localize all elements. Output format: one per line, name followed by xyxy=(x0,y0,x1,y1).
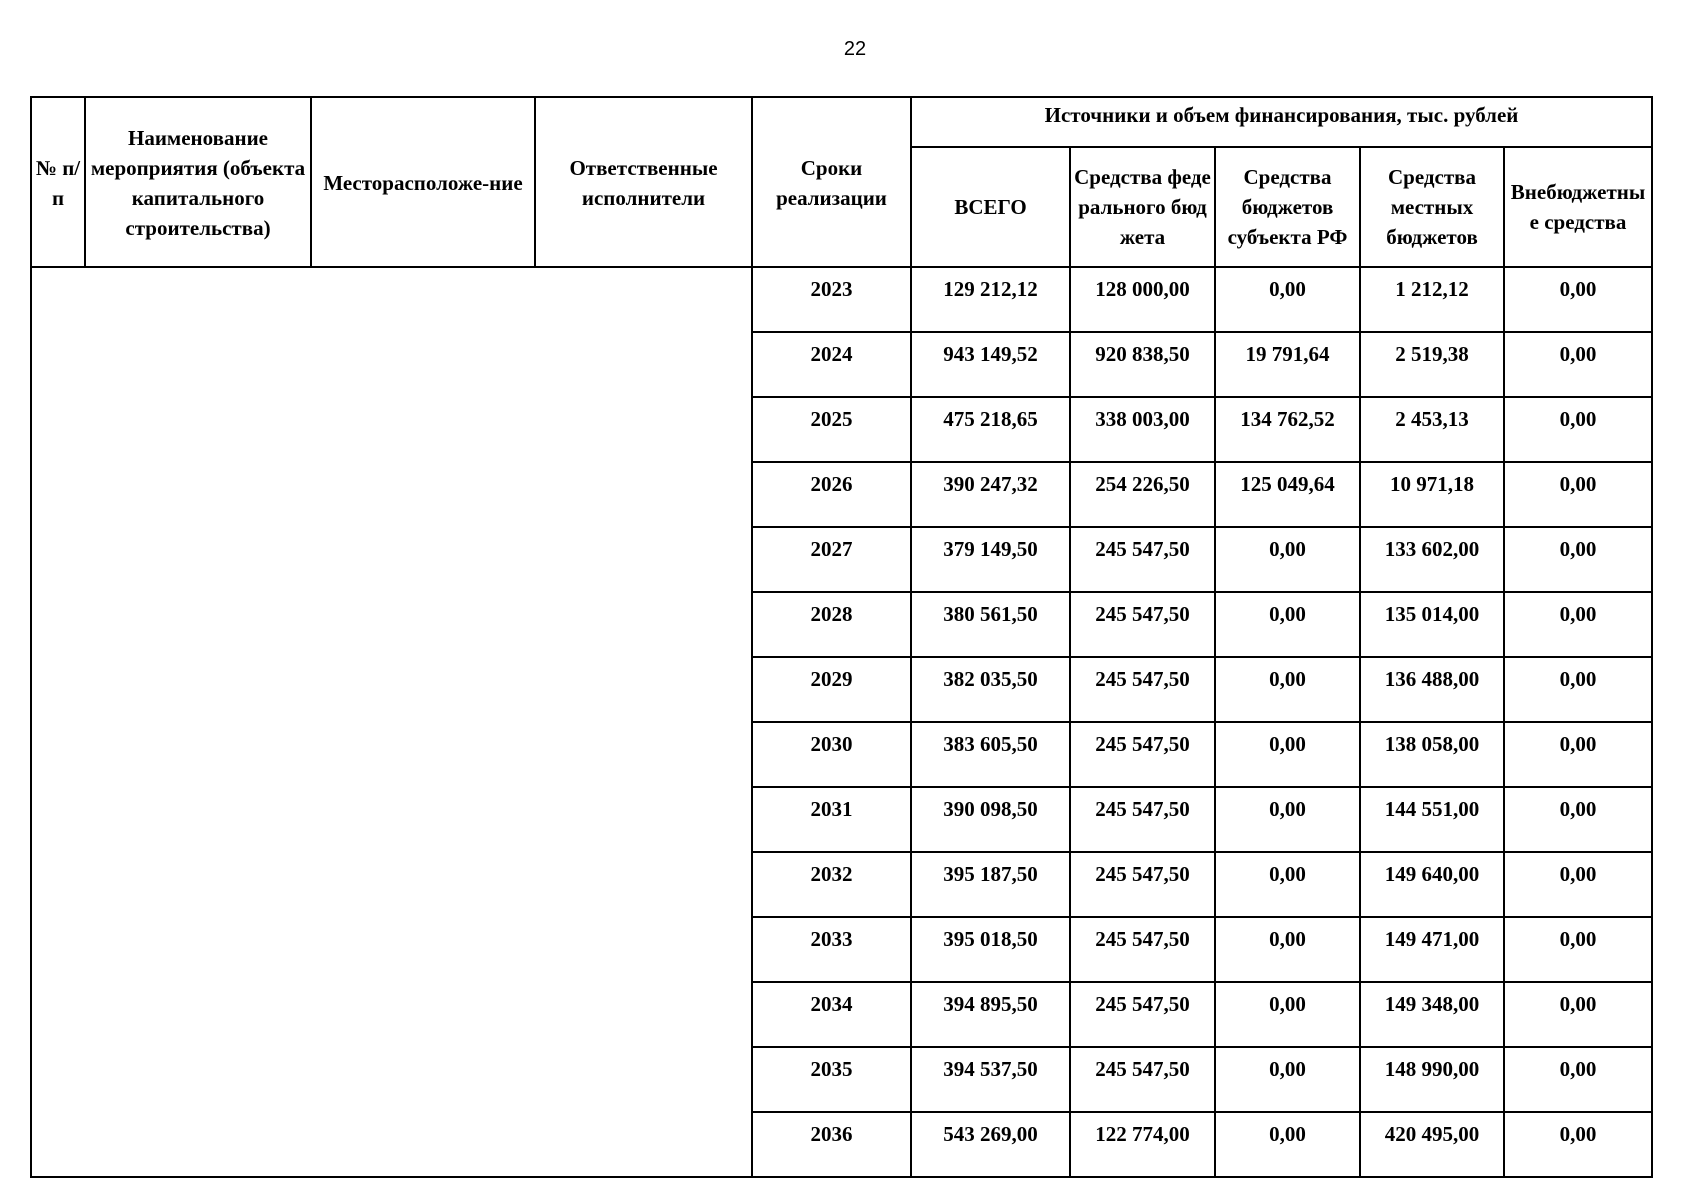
cell-regional: 0,00 xyxy=(1215,1112,1360,1177)
cell-year: 2035 xyxy=(752,1047,911,1112)
cell-regional: 0,00 xyxy=(1215,267,1360,332)
cell-year: 2036 xyxy=(752,1112,911,1177)
header-name: Наименование мероприятия (объекта капитального строительства) xyxy=(85,97,311,267)
header-regional: Средства бюджетов субъекта РФ xyxy=(1215,147,1360,267)
header-extrabudget: Внебюджетные средства xyxy=(1504,147,1652,267)
cell-extra: 0,00 xyxy=(1504,332,1652,397)
cell-regional: 0,00 xyxy=(1215,722,1360,787)
cell-regional: 0,00 xyxy=(1215,917,1360,982)
financing-table xyxy=(30,96,1653,1178)
cell-federal: 122 774,00 xyxy=(1070,1112,1215,1177)
header-period: Сроки реализации xyxy=(752,97,911,267)
header-local: Средства местных бюджетов xyxy=(1360,147,1504,267)
cell-total: 383 605,50 xyxy=(911,722,1070,787)
cell-local: 149 471,00 xyxy=(1360,917,1504,982)
cell-federal: 338 003,00 xyxy=(1070,397,1215,462)
cell-extra: 0,00 xyxy=(1504,267,1652,332)
cell-year: 2033 xyxy=(752,917,911,982)
cell-total: 380 561,50 xyxy=(911,592,1070,657)
cell-extra: 0,00 xyxy=(1504,787,1652,852)
cell-federal: 128 000,00 xyxy=(1070,267,1215,332)
cell-local: 2 519,38 xyxy=(1360,332,1504,397)
cell-regional: 0,00 xyxy=(1215,982,1360,1047)
cell-regional: 0,00 xyxy=(1215,852,1360,917)
cell-regional: 0,00 xyxy=(1215,657,1360,722)
cell-extra: 0,00 xyxy=(1504,1112,1652,1177)
page-number: 22 xyxy=(843,38,867,60)
cell-extra: 0,00 xyxy=(1504,397,1652,462)
cell-federal: 254 226,50 xyxy=(1070,462,1215,527)
cell-extra: 0,00 xyxy=(1504,462,1652,527)
cell-local: 149 348,00 xyxy=(1360,982,1504,1047)
cell-federal: 245 547,50 xyxy=(1070,657,1215,722)
cell-federal: 245 547,50 xyxy=(1070,722,1215,787)
cell-federal: 245 547,50 xyxy=(1070,787,1215,852)
cell-extra: 0,00 xyxy=(1504,1047,1652,1112)
merged-empty-cell xyxy=(31,267,752,1177)
cell-federal: 245 547,50 xyxy=(1070,917,1215,982)
cell-total: 394 537,50 xyxy=(911,1047,1070,1112)
cell-local: 138 058,00 xyxy=(1360,722,1504,787)
cell-total: 390 098,50 xyxy=(911,787,1070,852)
cell-regional: 19 791,64 xyxy=(1215,332,1360,397)
header-federal: Средства федерального бюджета xyxy=(1070,147,1215,267)
cell-year: 2034 xyxy=(752,982,911,1047)
header-num: № п/п xyxy=(31,97,85,267)
cell-year: 2031 xyxy=(752,787,911,852)
cell-regional: 0,00 xyxy=(1215,787,1360,852)
cell-total: 395 187,50 xyxy=(911,852,1070,917)
cell-local: 133 602,00 xyxy=(1360,527,1504,592)
cell-total: 943 149,52 xyxy=(911,332,1070,397)
cell-year: 2025 xyxy=(752,397,911,462)
cell-federal: 245 547,50 xyxy=(1070,1047,1215,1112)
cell-local: 148 990,00 xyxy=(1360,1047,1504,1112)
cell-local: 10 971,18 xyxy=(1360,462,1504,527)
cell-local: 420 495,00 xyxy=(1360,1112,1504,1177)
cell-extra: 0,00 xyxy=(1504,527,1652,592)
cell-year: 2026 xyxy=(752,462,911,527)
cell-extra: 0,00 xyxy=(1504,657,1652,722)
cell-regional: 125 049,64 xyxy=(1215,462,1360,527)
cell-local: 136 488,00 xyxy=(1360,657,1504,722)
cell-local: 1 212,12 xyxy=(1360,267,1504,332)
cell-extra: 0,00 xyxy=(1504,982,1652,1047)
cell-federal: 245 547,50 xyxy=(1070,982,1215,1047)
cell-federal: 245 547,50 xyxy=(1070,592,1215,657)
header-total: ВСЕГО xyxy=(911,147,1070,267)
cell-extra: 0,00 xyxy=(1504,592,1652,657)
cell-year: 2028 xyxy=(752,592,911,657)
cell-local: 149 640,00 xyxy=(1360,852,1504,917)
cell-year: 2027 xyxy=(752,527,911,592)
cell-total: 395 018,50 xyxy=(911,917,1070,982)
cell-extra: 0,00 xyxy=(1504,722,1652,787)
header-responsible: Ответственные исполнители xyxy=(535,97,752,267)
cell-extra: 0,00 xyxy=(1504,852,1652,917)
cell-local: 135 014,00 xyxy=(1360,592,1504,657)
table-body xyxy=(31,267,1652,1177)
cell-regional: 134 762,52 xyxy=(1215,397,1360,462)
cell-extra: 0,00 xyxy=(1504,917,1652,982)
cell-total: 129 212,12 xyxy=(911,267,1070,332)
cell-federal: 245 547,50 xyxy=(1070,852,1215,917)
cell-federal: 245 547,50 xyxy=(1070,527,1215,592)
cell-total: 394 895,50 xyxy=(911,982,1070,1047)
cell-local: 2 453,13 xyxy=(1360,397,1504,462)
cell-total: 543 269,00 xyxy=(911,1112,1070,1177)
cell-local: 144 551,00 xyxy=(1360,787,1504,852)
cell-total: 475 218,65 xyxy=(911,397,1070,462)
cell-federal: 920 838,50 xyxy=(1070,332,1215,397)
cell-total: 390 247,32 xyxy=(911,462,1070,527)
cell-year: 2029 xyxy=(752,657,911,722)
cell-regional: 0,00 xyxy=(1215,527,1360,592)
cell-year: 2024 xyxy=(752,332,911,397)
cell-total: 382 035,50 xyxy=(911,657,1070,722)
table-row xyxy=(31,267,1652,332)
cell-regional: 0,00 xyxy=(1215,1047,1360,1112)
header-location: Месторасположе-ние xyxy=(311,97,535,267)
cell-total: 379 149,50 xyxy=(911,527,1070,592)
cell-year: 2023 xyxy=(752,267,911,332)
cell-year: 2032 xyxy=(752,852,911,917)
cell-regional: 0,00 xyxy=(1215,592,1360,657)
cell-year: 2030 xyxy=(752,722,911,787)
header-sources-group: Источники и объем финансирования, тыс. рублей xyxy=(911,97,1652,147)
